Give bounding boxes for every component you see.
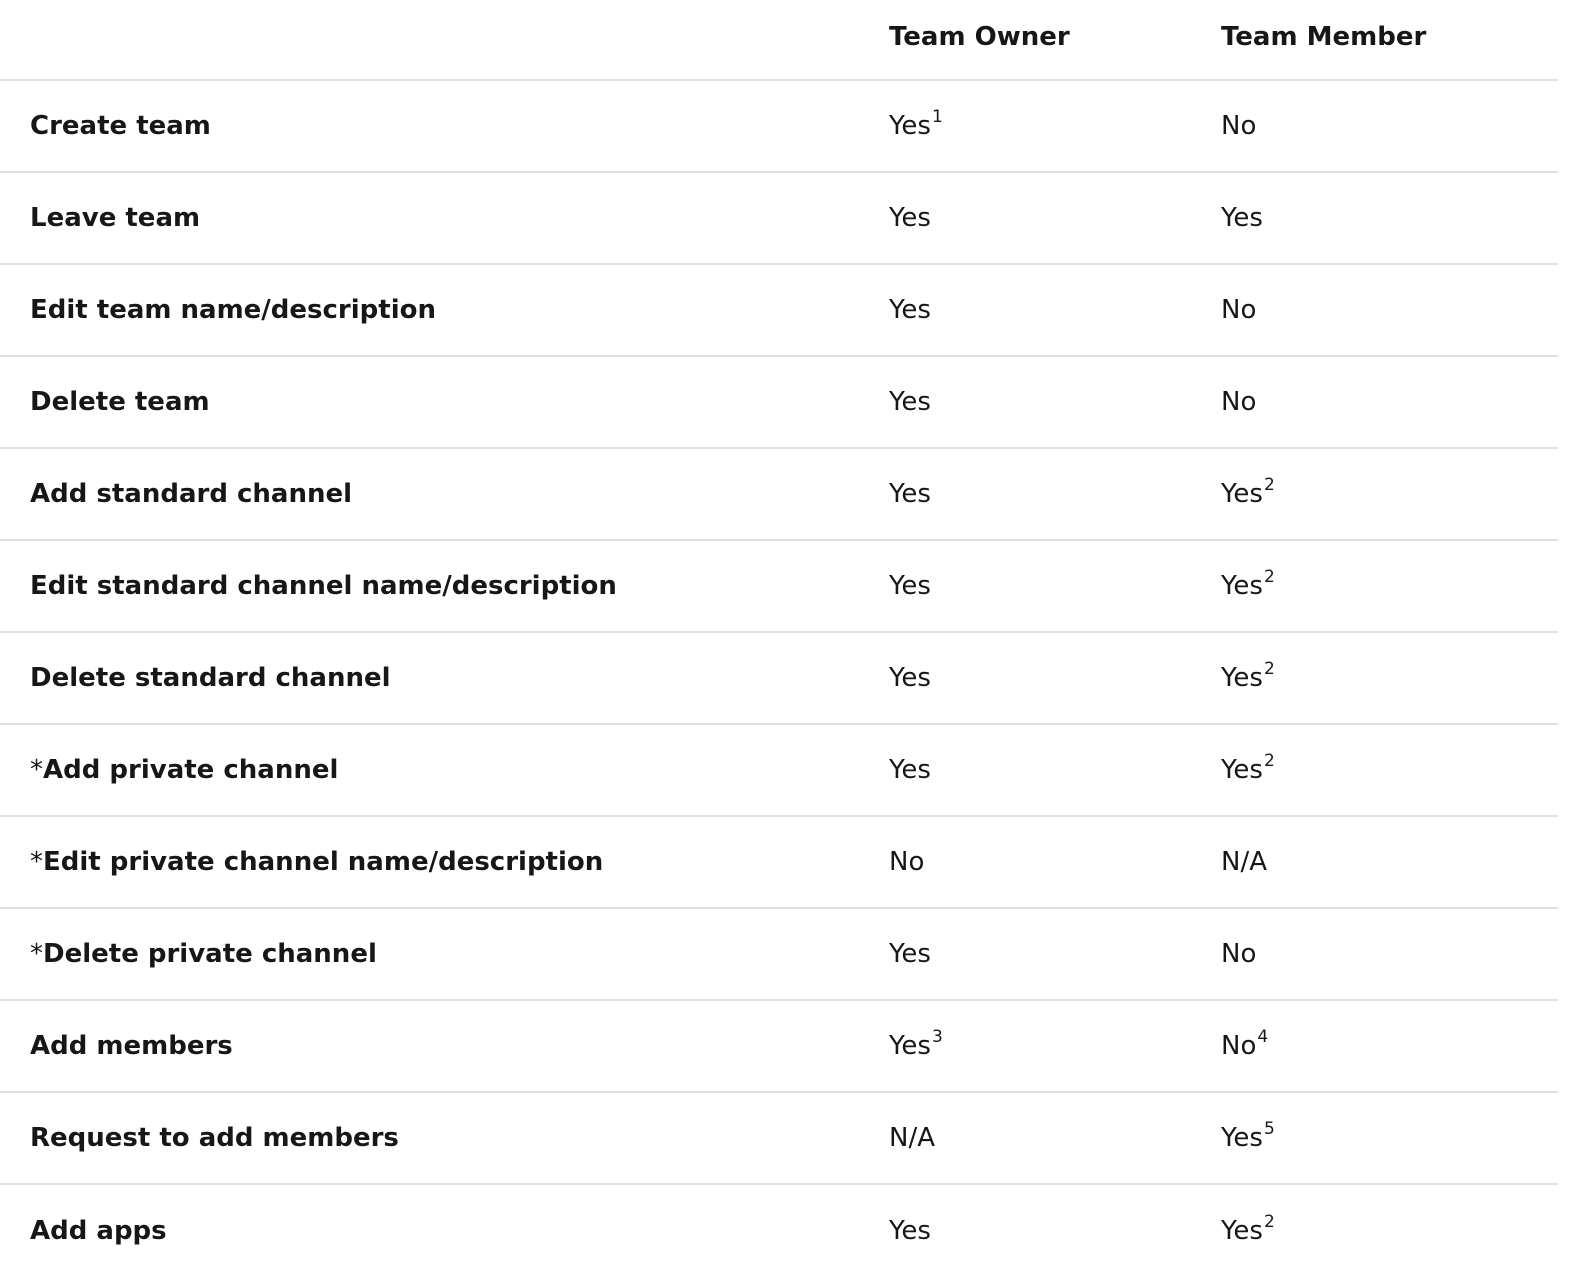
action-cell [0, 540, 860, 632]
team-owner-value-cell [860, 1184, 1192, 1276]
team-owner-value-cell [860, 1092, 1192, 1184]
team-member-value-cell [1192, 172, 1558, 264]
table-row [0, 540, 1558, 632]
action-label: Edit standard channel name/description [30, 571, 617, 601]
footnote-marker: 2 [1263, 1211, 1275, 1232]
action-cell [0, 80, 860, 172]
team-owner-value-cell [860, 816, 1192, 908]
table-row [0, 1184, 1558, 1276]
team-owner-value: Yes [889, 111, 931, 141]
action-label: Edit private channel name/description [43, 847, 604, 877]
action-label: Delete private channel [43, 939, 377, 969]
team-member-value: Yes [1221, 1215, 1263, 1246]
private-channel-marker: * [30, 847, 43, 877]
footnote-marker: 2 [1263, 659, 1275, 680]
table-row [0, 908, 1558, 1000]
team-owner-value: N/A [889, 1123, 935, 1153]
team-member-value: No [1221, 1031, 1257, 1061]
team-owner-value: Yes [889, 571, 931, 601]
team-member-value: Yes [1221, 1123, 1263, 1153]
team-member-value-cell [1192, 264, 1558, 356]
action-label: Delete standard channel [30, 663, 391, 693]
table-row [0, 632, 1558, 724]
team-owner-value-cell [860, 172, 1192, 264]
action-label: Edit team name/description [30, 295, 436, 325]
action-cell [0, 172, 860, 264]
table-row [0, 356, 1558, 448]
table-row [0, 80, 1558, 172]
table-row [0, 172, 1558, 264]
team-member-value: Yes [1221, 663, 1263, 693]
action-label: Add private channel [43, 755, 339, 785]
team-owner-value: Yes [889, 755, 931, 785]
table-row [0, 724, 1558, 816]
header-action [0, 0, 860, 80]
team-member-value: No [1221, 939, 1257, 969]
team-member-value-cell [1192, 1184, 1558, 1276]
action-label: Request to add members [30, 1123, 399, 1153]
action-cell [0, 1000, 860, 1092]
footnote-marker: 5 [1263, 1119, 1275, 1140]
action-cell [0, 356, 860, 448]
team-member-value: No [1221, 387, 1257, 417]
team-owner-value: Yes [889, 1031, 931, 1061]
action-label: Add standard channel [30, 479, 353, 509]
action-cell [0, 816, 860, 908]
team-owner-value-cell [860, 632, 1192, 724]
private-channel-marker: * [30, 939, 43, 969]
team-owner-value: Yes [889, 203, 931, 233]
table-body [0, 80, 1558, 1276]
table-row [0, 264, 1558, 356]
private-channel-marker: * [30, 755, 43, 785]
table-row [0, 448, 1558, 540]
team-owner-value-cell [860, 908, 1192, 1000]
action-cell [0, 908, 860, 1000]
action-cell [0, 448, 860, 540]
action-label: Create team [30, 111, 211, 141]
team-member-value-cell [1192, 724, 1558, 816]
action-label: Delete team [30, 387, 210, 417]
team-owner-value-cell [860, 80, 1192, 172]
team-member-value-cell [1192, 356, 1558, 448]
team-owner-value-cell [860, 264, 1192, 356]
team-member-value: Yes [1221, 755, 1263, 785]
team-owner-value: Yes [889, 663, 931, 693]
footnote-marker: 4 [1257, 1027, 1269, 1048]
footnote-marker: 2 [1263, 751, 1275, 772]
team-member-value: Yes [1221, 479, 1263, 509]
action-cell [0, 1092, 860, 1184]
footnote-marker: 1 [931, 107, 943, 128]
table-row [0, 1000, 1558, 1092]
team-member-value-cell [1192, 816, 1558, 908]
footnote-marker: 2 [1263, 475, 1275, 496]
team-owner-value-cell [860, 724, 1192, 816]
team-owner-value-cell [860, 540, 1192, 632]
table-row [0, 816, 1558, 908]
team-member-value-cell [1192, 1000, 1558, 1092]
header-team-owner: Team Owner [860, 0, 1192, 80]
action-cell [0, 264, 860, 356]
action-cell [0, 724, 860, 816]
action-label: Add members [30, 1031, 233, 1061]
team-member-value-cell [1192, 1092, 1558, 1184]
team-owner-value-cell [860, 356, 1192, 448]
team-owner-value: Yes [889, 295, 931, 325]
action-label: Leave team [30, 203, 201, 233]
team-owner-value: No [889, 847, 925, 877]
team-member-value-cell [1192, 632, 1558, 724]
team-member-value: Yes [1221, 571, 1263, 601]
header-row [0, 0, 1558, 80]
team-member-value: No [1221, 295, 1257, 325]
team-owner-value: Yes [889, 479, 931, 509]
team-member-value: Yes [1221, 203, 1263, 233]
table-row [0, 1092, 1558, 1184]
footnote-marker: 3 [931, 1027, 943, 1048]
team-member-value: N/A [1221, 847, 1267, 877]
team-owner-value: Yes [889, 939, 931, 969]
team-owner-value-cell [860, 1000, 1192, 1092]
action-label: Add apps [30, 1215, 167, 1246]
team-member-value-cell [1192, 908, 1558, 1000]
footnote-marker: 2 [1263, 567, 1275, 588]
team-owner-value: Yes [889, 1215, 931, 1246]
action-cell [0, 632, 860, 724]
team-member-value-cell [1192, 448, 1558, 540]
header-team-member: Team Member [1192, 0, 1558, 80]
team-owner-value: Yes [889, 387, 931, 417]
team-member-value-cell [1192, 540, 1558, 632]
team-owner-value-cell [860, 448, 1192, 540]
team-member-value: No [1221, 111, 1257, 141]
team-member-value-cell [1192, 80, 1558, 172]
action-cell [0, 1184, 860, 1276]
